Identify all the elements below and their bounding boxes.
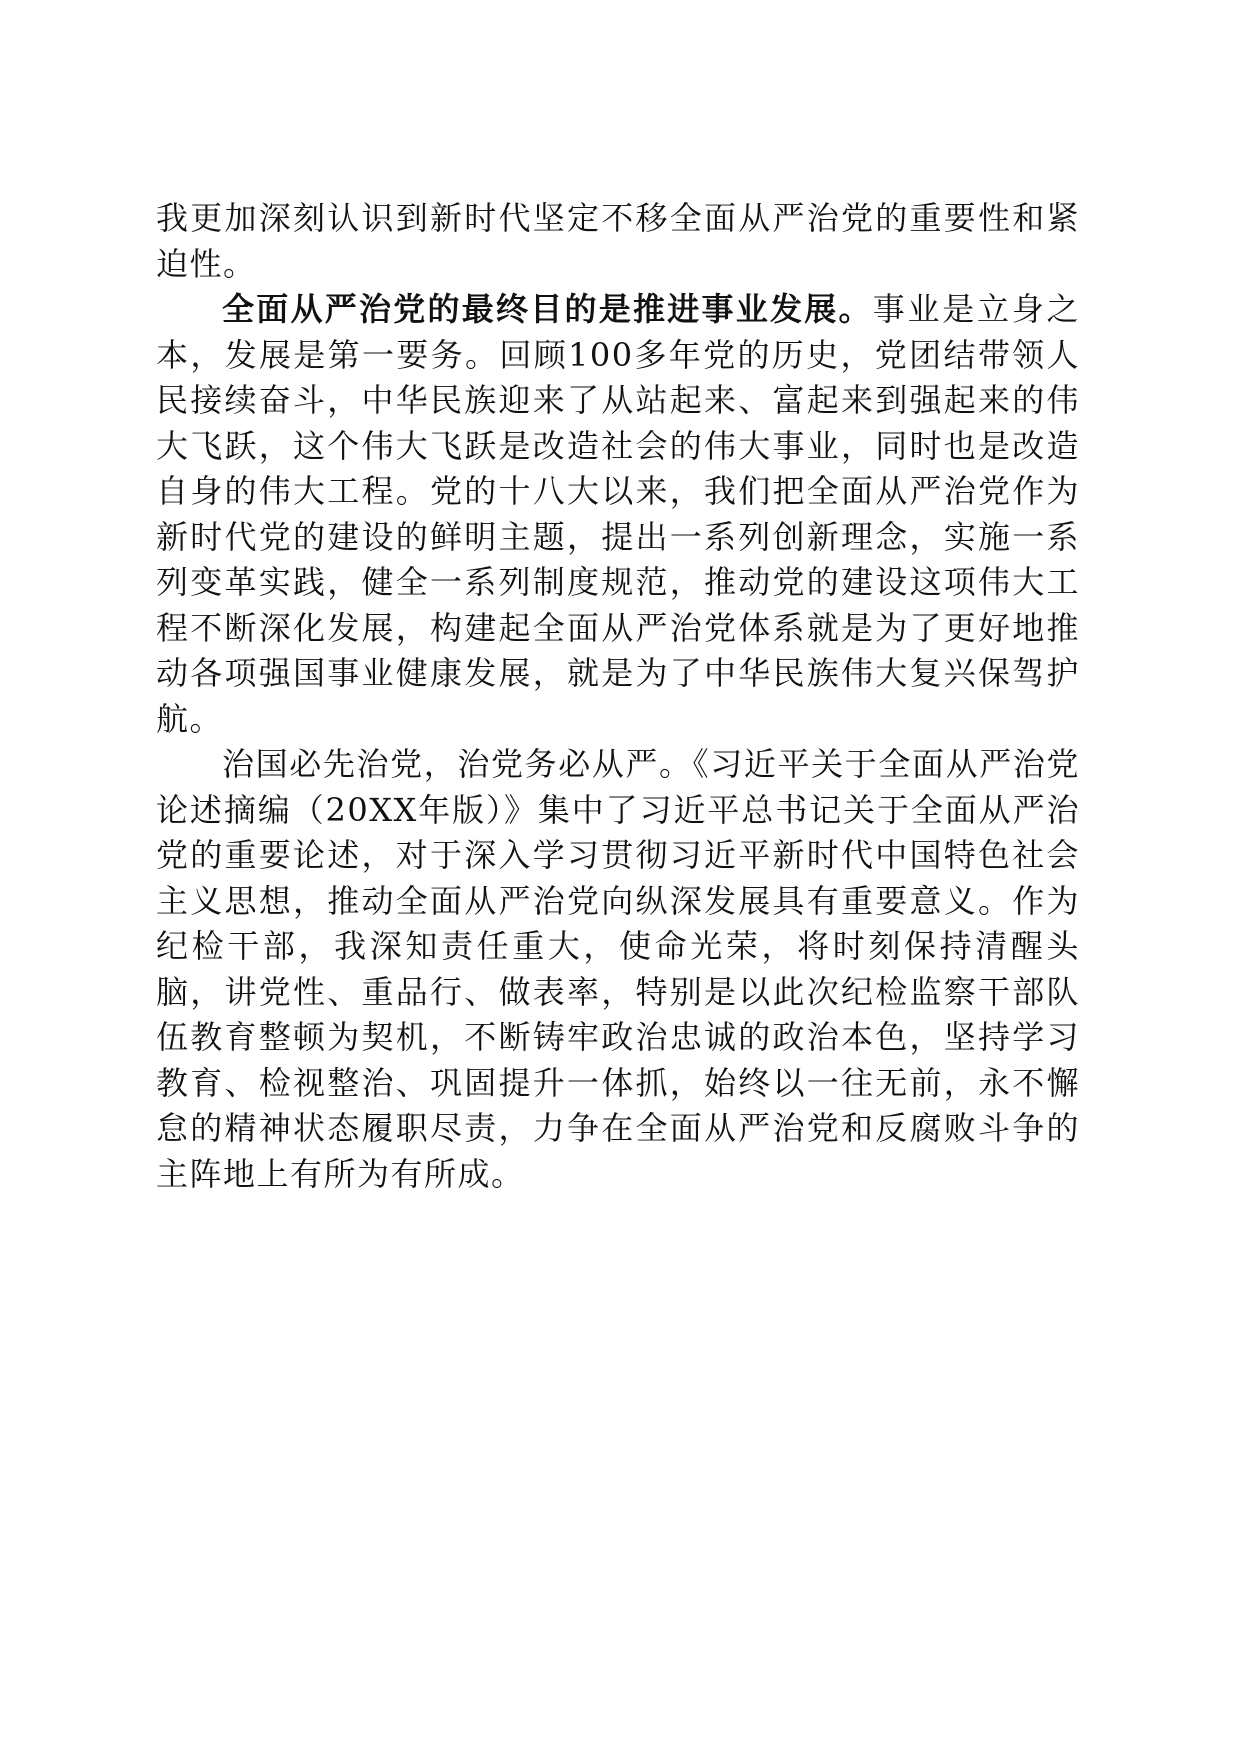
paragraph-lead-sentence: 全面从严治党的最终目的是推进事业发展。 — [222, 290, 873, 328]
paragraph-governance — [156, 742, 1080, 1197]
paragraph-text: 事业是立身之本，发展是第一要务。回顾100多年党的历史，党团结带领人民接续奋斗，中华民族迎来了从站起来、富起来到强起来的伟大飞跃，这个伟大飞跃是改造社会的伟大事业，同时也是改造自身的伟大工程。党的十八大以来，我们把全面从严治党作为新时代党的建设的鲜明主题，提出一系列创新理念，实施一系列变革实践，健全一系列制度规范，推动党的建设这项伟大工程不断深化发展，构建起全面从严治党体系就是为了更好地推动各项强国事业健康发展，就是为了中华民族伟大复兴保驾护航。 — [156, 290, 1080, 738]
document-body — [156, 196, 1080, 1197]
paragraph-text: 治国必先治党，治党务必从严。《习近平关于全面从严治党论述摘编（20XX年版）》集中了习近平总书记关于全面从严治党的重要论述，对于深入学习贯彻习近平新时代中国特色社会主义思想，推动全面从严治党向纵深发展具有重要意义。作为纪检干部，我深知责任重大，使命光荣，将时刻保持清醒头脑，讲党性、重品行、做表率，特别是以此次纪检监察干部队伍教育整顿为契机，不断铸牢政治忠诚的政治本色，坚持学习教育、检视整治、巩固提升一体抓，始终以一往无前，永不懈怠的精神状态履职尽责，力争在全面从严治党和反腐败斗争的主阵地上有所为有所成。 — [156, 745, 1080, 1193]
paragraph-career-development — [156, 287, 1080, 742]
paragraph-text: 我更加深刻认识到新时代坚定不移全面从严治党的重要性和紧迫性。 — [156, 199, 1080, 283]
paragraph-continuation — [156, 196, 1080, 287]
